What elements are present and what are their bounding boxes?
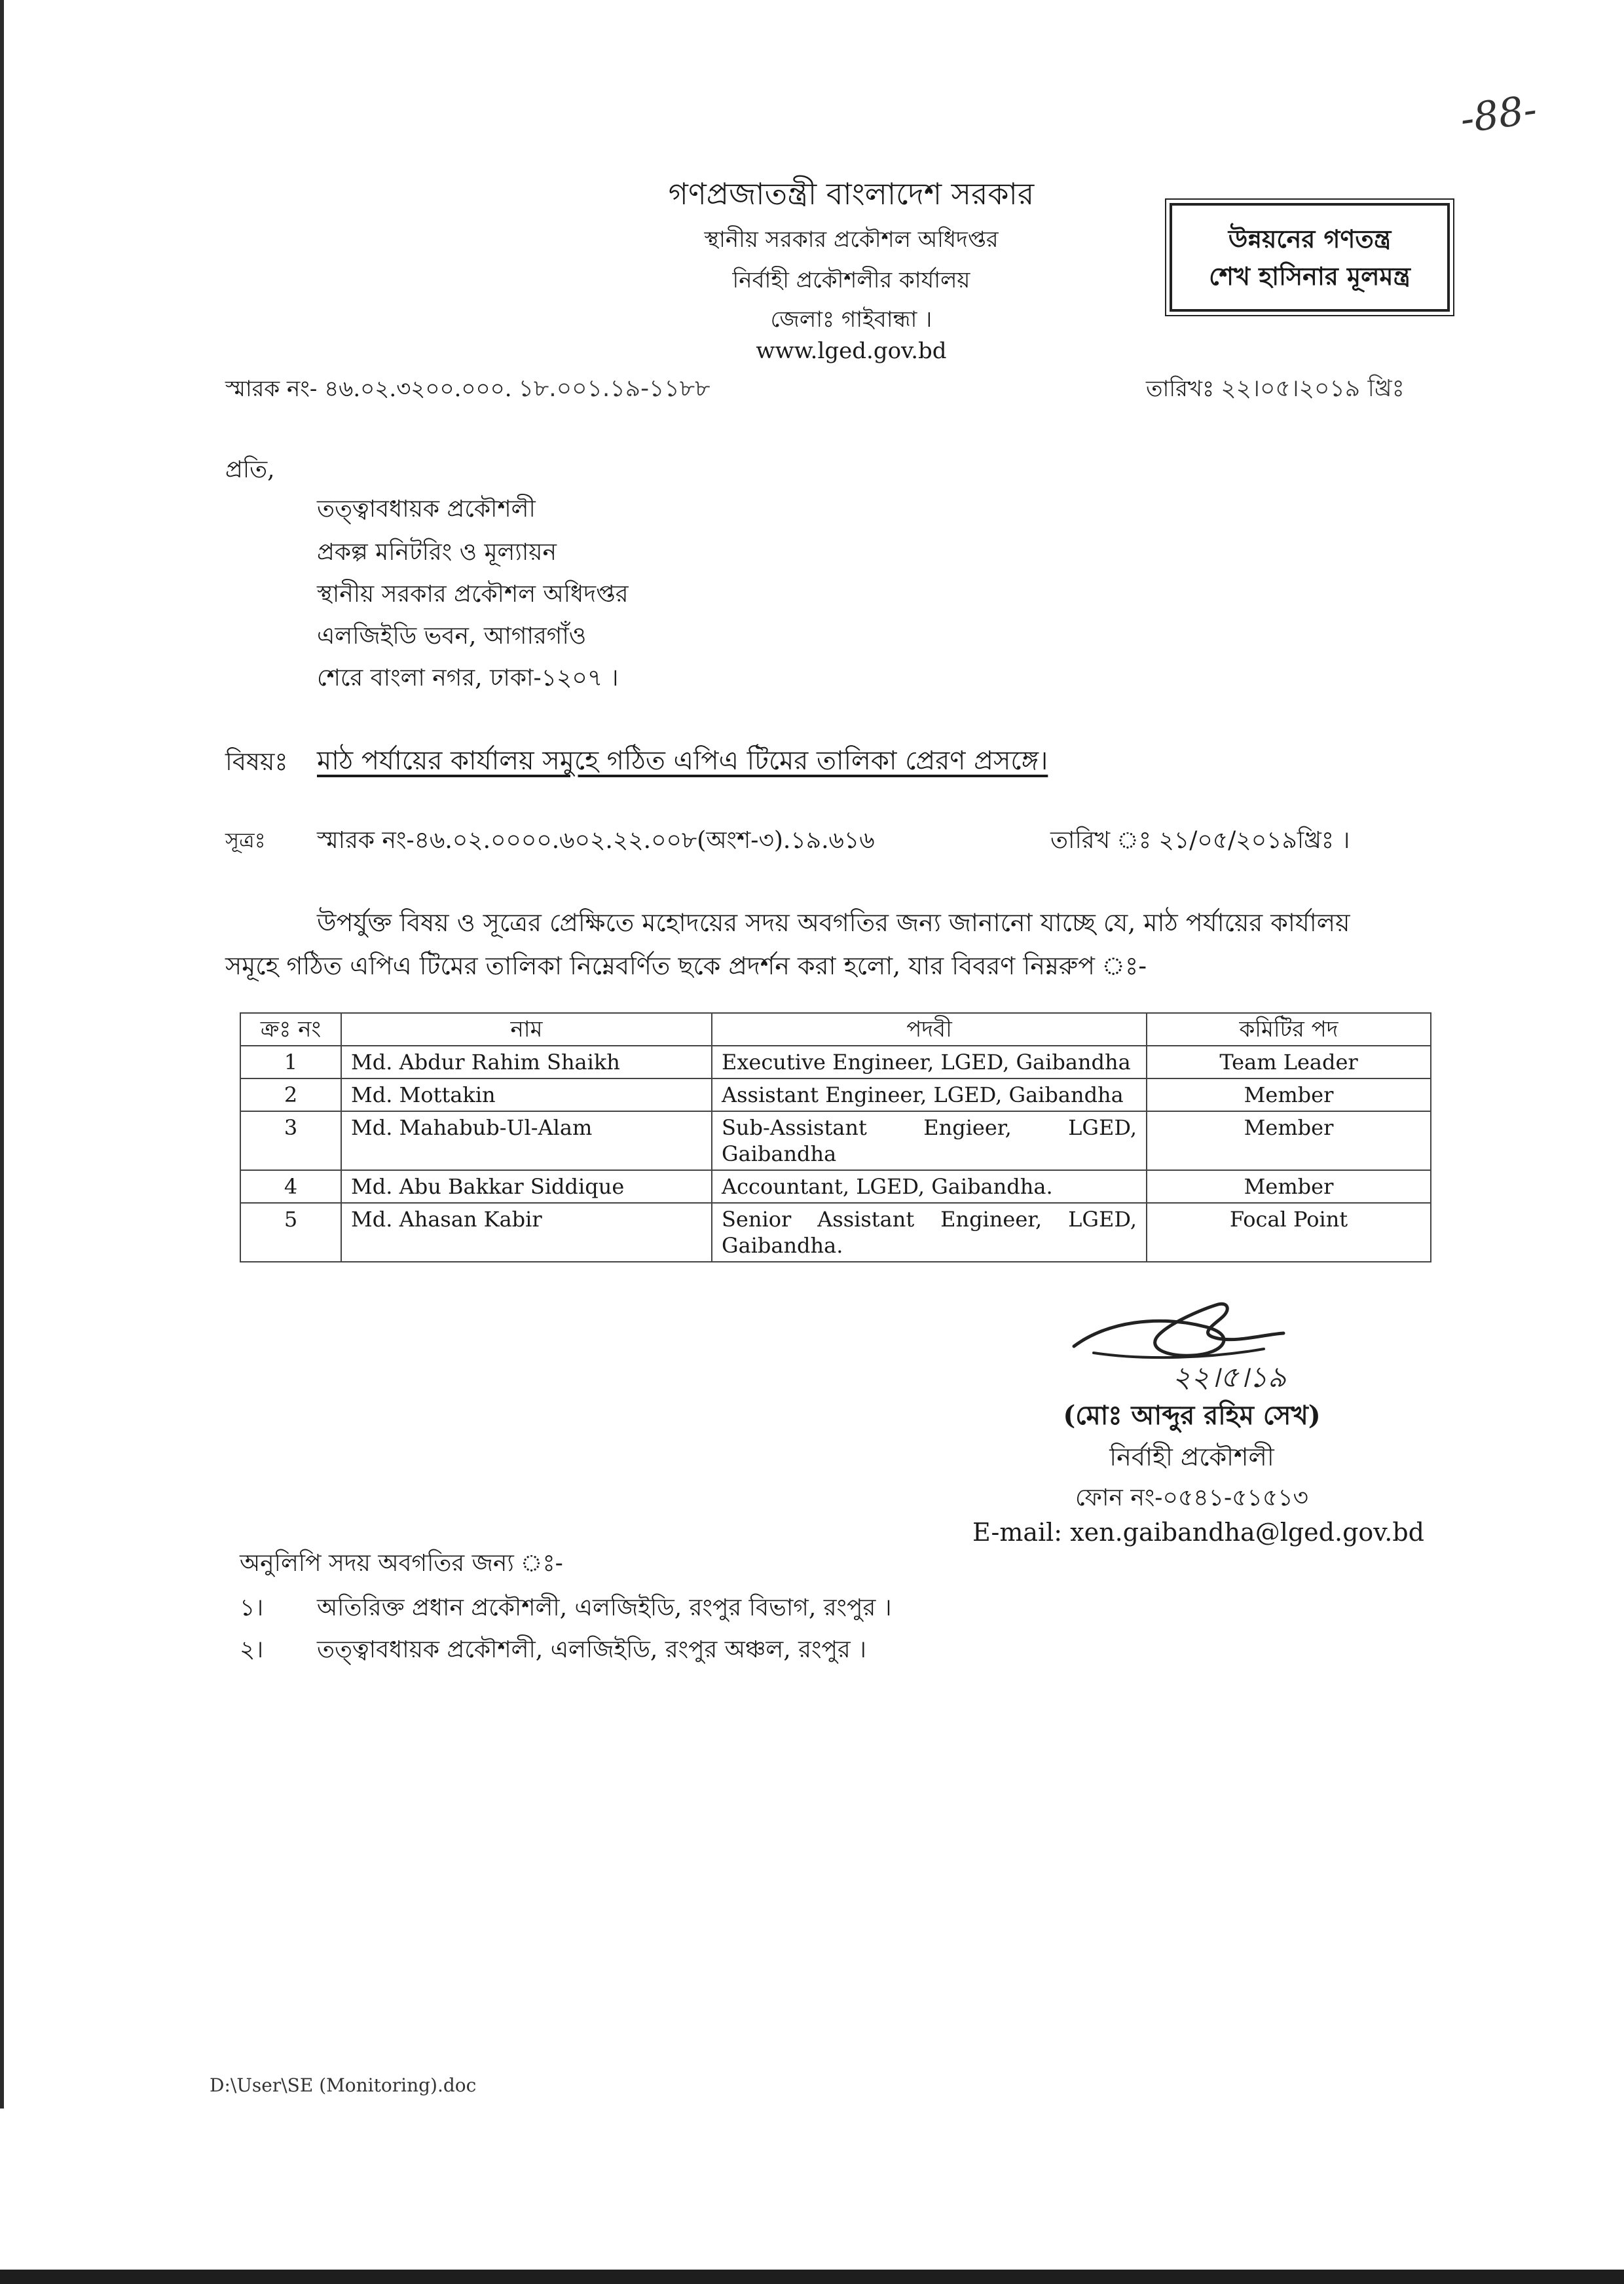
slogan-line-2: শেখ হাসিনার মূলমন্ত্র [1209, 261, 1411, 291]
cell-committee-role: Member [1147, 1078, 1431, 1111]
cell-serial: 3 [240, 1111, 341, 1170]
body-line-2: সমূহে গঠিত এপিএ টিমের তালিকা নিম্নেবর্ণিত ছকে প্রদর্শন করা হলো, যার বিবরণ নিম্নরুপ ঃ- [225, 951, 1147, 980]
col-header-committee-role: কমিটির পদ [1147, 1013, 1431, 1046]
slogan-line-1: উন্নয়নের গণতন্ত্র [1228, 224, 1392, 253]
table-row [240, 1078, 1431, 1111]
date-label: তারিখঃ [1146, 376, 1215, 402]
table-row [240, 1203, 1431, 1262]
letter-date [1146, 371, 1405, 410]
cell-designation: Senior Assistant Engineer, LGED, Gaibandha. [712, 1203, 1147, 1262]
date-handwritten: ২২।০৫।২০১৯ খ্রিঃ [1221, 375, 1405, 402]
copy-item-number: ১। [240, 1594, 264, 1621]
recipient-line: এলজিইডি ভবন, আগারগাঁও [317, 623, 587, 650]
cell-committee-role: Member [1147, 1111, 1431, 1170]
apa-team-table [240, 1012, 1431, 1262]
office-name: নির্বাহী প্রকৌশলীর কার্যালয় [732, 267, 970, 293]
cell-serial: 1 [240, 1046, 341, 1078]
col-header-name: নাম [341, 1013, 712, 1046]
cell-committee-role: Team Leader [1147, 1046, 1431, 1078]
cell-designation: Executive Engineer, LGED, Gaibandha [712, 1046, 1147, 1078]
footer-file-path: D:\User\SE (Monitoring).doc [210, 2074, 477, 2096]
cell-serial: 2 [240, 1078, 341, 1111]
signatory-name: (মোঃ আব্দুর রহিম সেখ) [1063, 1400, 1321, 1431]
scan-left-edge [0, 0, 4, 2109]
cell-designation: Sub-Assistant Engieer, LGED, Gaibandha [712, 1111, 1147, 1170]
cell-name: Md. Mahabub-Ul-Alam [341, 1111, 712, 1170]
cell-designation: Assistant Engineer, LGED, Gaibandha [712, 1078, 1147, 1111]
reference-date: তারিখ ঃ ২১/০৫/২০১৯খ্রিঃ । [1050, 827, 1350, 854]
handwritten-signature [1067, 1295, 1342, 1393]
recipient-line: তত্ত্বাবধায়ক প্রকৌশলী [317, 496, 536, 523]
col-header-designation: পদবী [712, 1013, 1147, 1046]
to-label: প্রতি, [225, 456, 275, 483]
table-row [240, 1111, 1431, 1170]
scan-bottom-edge [0, 2270, 1624, 2284]
cell-name: Md. Ahasan Kabir [341, 1203, 712, 1262]
signature-date: ২২।৫।১৯ [1172, 1361, 1287, 1393]
signatory-title: নির্বাহী প্রকৌশলী [1109, 1443, 1274, 1471]
body-line-1: উপর্যুক্ত বিষয় ও সূত্রের প্রেক্ষিতে মহোদয়ের সদয় অবগতির জন্য জানানো যাচ্ছে যে, মাঠ পর্যায়ের কার্যালয় [317, 908, 1350, 937]
cell-serial: 5 [240, 1203, 341, 1262]
website: www.lged.gov.bd [756, 338, 947, 364]
col-header-serial: ক্রঃ নং [240, 1013, 341, 1046]
department-name: স্থানীয় সরকার প্রকৌশল অধিদপ্তর [704, 227, 999, 253]
govt-title: গণপ্রজাতন্ত্রী বাংলাদেশ সরকার [668, 176, 1035, 212]
signatory-email: E-mail: xen.gaibandha@lged.gov.bd [972, 1518, 1424, 1547]
cell-designation: Accountant, LGED, Gaibandha. [712, 1170, 1147, 1203]
recipient-line: প্রকল্প মনিটরিং ও মূল্যায়ন [317, 539, 557, 566]
memo-label: স্মারক নং- ৪৬.০২.৩২০০.০০০. [225, 376, 512, 402]
table-row [240, 1170, 1431, 1203]
signatory-phone: ফোন নং-০৫৪১-৫১৫১৩ [1075, 1484, 1308, 1511]
cell-name: Md. Abu Bakkar Siddique [341, 1170, 712, 1203]
copy-label: অনুলিপি সদয় অবগতির জন্য ঃ- [240, 1550, 563, 1577]
subject-label: বিষয়ঃ [225, 747, 288, 776]
copy-item-text: অতিরিক্ত প্রধান প্রকৌশলী, এলজিইডি, রংপুর বিভাগ, রংপুর । [317, 1594, 892, 1621]
reference-label: সূত্রঃ [225, 828, 266, 853]
table-row [240, 1046, 1431, 1078]
cell-name: Md. Abdur Rahim Shaikh [341, 1046, 712, 1078]
copy-item-number: ২। [240, 1636, 264, 1663]
slogan-box [1170, 203, 1450, 312]
subject-text: মাঠ পর্যায়ের কার্যালয় সমুহে গঠিত এপিএ টিমের তালিকা প্রেরণ প্রসঙ্গে। [317, 746, 1048, 776]
cell-committee-role: Member [1147, 1170, 1431, 1203]
cell-committee-role: Focal Point [1147, 1203, 1431, 1262]
cell-serial: 4 [240, 1170, 341, 1203]
recipient-line: স্থানীয় সরকার প্রকৌশল অধিদপ্তর [317, 581, 629, 608]
cell-name: Md. Mottakin [341, 1078, 712, 1111]
page-number: -88- [1457, 86, 1540, 143]
table-header-row [240, 1013, 1431, 1046]
district-name: জেলাঃ গাইবান্ধা । [770, 306, 932, 333]
memo-number [225, 371, 710, 410]
copy-item-text: তত্ত্বাবধায়ক প্রকৌশলী, এলজিইডি, রংপুর অঞ্চল, রংপুর । [317, 1636, 866, 1663]
memo-handwritten: ১৮.০০১.১৯-১১৮৮ [518, 375, 710, 402]
reference-text: স্মারক নং-৪৬.০২.০০০০.৬০২.২২.০০৮(অংশ-৩).১৯.৬১৬ [317, 827, 875, 854]
recipient-line: শেরে বাংলা নগর, ঢাকা-১২০৭ । [317, 665, 619, 691]
